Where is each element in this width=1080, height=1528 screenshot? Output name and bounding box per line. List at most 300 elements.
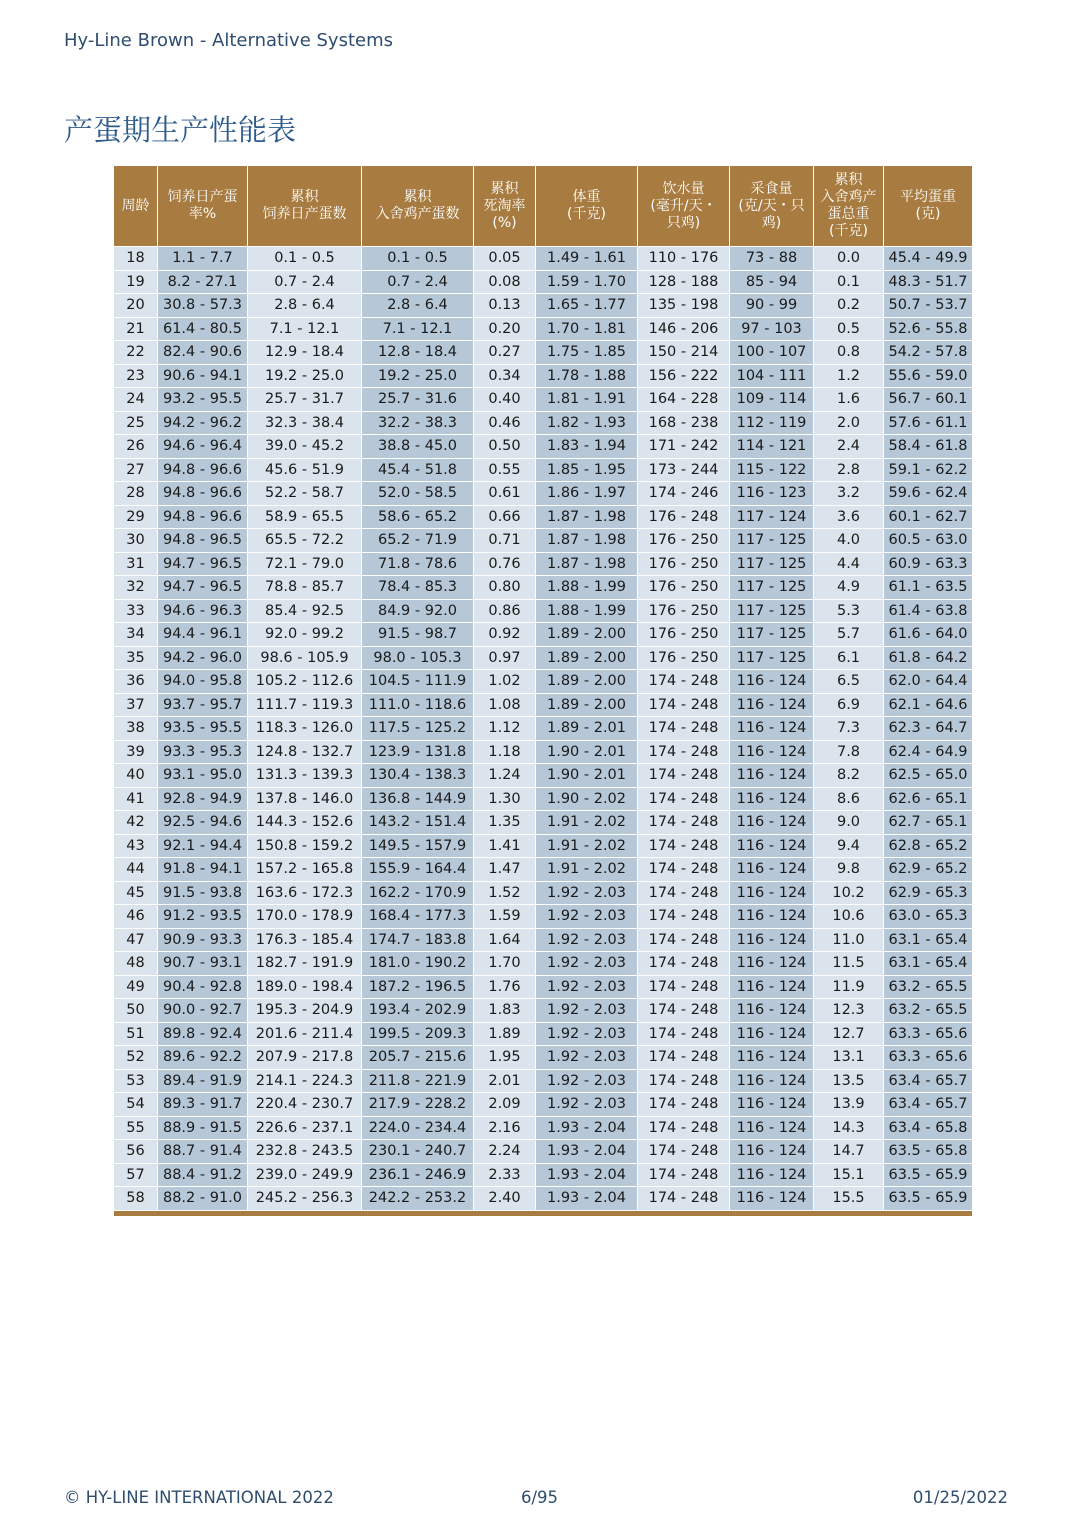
table-cell: 0.5 — [814, 318, 884, 342]
table-cell: 12.3 — [814, 999, 884, 1023]
table-cell: 14.7 — [814, 1140, 884, 1164]
table-cell: 174 - 246 — [638, 482, 730, 506]
table-cell: 1.89 — [474, 1023, 536, 1047]
table-cell: 55.6 - 59.0 — [884, 365, 972, 389]
table-cell: 174 - 248 — [638, 1046, 730, 1070]
table-cell: 124.8 - 132.7 — [248, 741, 362, 765]
table-cell: 38 — [114, 717, 158, 741]
table-row — [114, 600, 972, 624]
table-cell: 63.3 - 65.6 — [884, 1046, 972, 1070]
table-cell: 63.1 - 65.4 — [884, 929, 972, 953]
table-cell: 174 - 248 — [638, 999, 730, 1023]
table-cell: 116 - 124 — [730, 788, 814, 812]
table-cell: 1.88 - 1.99 — [536, 576, 638, 600]
table-cell: 189.0 - 198.4 — [248, 976, 362, 1000]
table-cell: 52 — [114, 1046, 158, 1070]
table-cell: 0.76 — [474, 553, 536, 577]
table-cell: 0.34 — [474, 365, 536, 389]
table-cell: 239.0 - 249.9 — [248, 1164, 362, 1188]
table-cell: 199.5 - 209.3 — [362, 1023, 474, 1047]
table-cell: 1.24 — [474, 764, 536, 788]
table-cell: 94.7 - 96.5 — [158, 576, 248, 600]
table-cell: 32 — [114, 576, 158, 600]
table-cell: 174 - 248 — [638, 764, 730, 788]
table-row — [114, 764, 972, 788]
table-row — [114, 741, 972, 765]
table-cell: 46 — [114, 905, 158, 929]
table-cell: 94.6 - 96.3 — [158, 600, 248, 624]
table-cell: 174 - 248 — [638, 811, 730, 835]
table-cell: 94.7 - 96.5 — [158, 553, 248, 577]
table-cell: 116 - 124 — [730, 952, 814, 976]
table-cell: 90.7 - 93.1 — [158, 952, 248, 976]
table-cell: 71.8 - 78.6 — [362, 553, 474, 577]
table-cell: 7.3 — [814, 717, 884, 741]
table-cell: 93.1 - 95.0 — [158, 764, 248, 788]
table-cell: 1.6 — [814, 388, 884, 412]
table-cell: 0.97 — [474, 647, 536, 671]
table-cell: 1.52 — [474, 882, 536, 906]
table-cell: 4.0 — [814, 529, 884, 553]
table-cell: 1.91 - 2.02 — [536, 811, 638, 835]
table-cell: 168 - 238 — [638, 412, 730, 436]
table-cell: 45.4 - 51.8 — [362, 459, 474, 483]
table-cell: 63.2 - 65.5 — [884, 999, 972, 1023]
table-cell: 0.61 — [474, 482, 536, 506]
table-cell: 1.35 — [474, 811, 536, 835]
table-cell: 1.87 - 1.98 — [536, 553, 638, 577]
table-cell: 116 - 124 — [730, 1070, 814, 1094]
table-cell: 174 - 248 — [638, 741, 730, 765]
table-cell: 90.6 - 94.1 — [158, 365, 248, 389]
table-cell: 19 — [114, 271, 158, 295]
table-cell: 37 — [114, 694, 158, 718]
table-cell: 220.4 - 230.7 — [248, 1093, 362, 1117]
table-cell: 94.0 - 95.8 — [158, 670, 248, 694]
table-cell: 187.2 - 196.5 — [362, 976, 474, 1000]
table-cell: 110 - 176 — [638, 247, 730, 271]
table-cell: 111.0 - 118.6 — [362, 694, 474, 718]
table-cell: 90.0 - 92.7 — [158, 999, 248, 1023]
table-cell: 2.16 — [474, 1117, 536, 1141]
table-cell: 1.93 - 2.04 — [536, 1117, 638, 1141]
table-cell: 136.8 - 144.9 — [362, 788, 474, 812]
table-cell: 1.2 — [814, 365, 884, 389]
table-cell: 0.40 — [474, 388, 536, 412]
table-row — [114, 271, 972, 295]
table-row — [114, 858, 972, 882]
table-cell: 115 - 122 — [730, 459, 814, 483]
table-cell: 1.64 — [474, 929, 536, 953]
table-cell: 62.9 - 65.3 — [884, 882, 972, 906]
table-row — [114, 1164, 972, 1188]
table-cell: 57 — [114, 1164, 158, 1188]
table-cell: 128 - 188 — [638, 271, 730, 295]
table-cell: 1.59 - 1.70 — [536, 271, 638, 295]
table-cell: 94.8 - 96.5 — [158, 529, 248, 553]
table-cell: 63.4 - 65.7 — [884, 1093, 972, 1117]
table-cell: 85 - 94 — [730, 271, 814, 295]
table-cell: 15.5 — [814, 1187, 884, 1211]
table-cell: 41 — [114, 788, 158, 812]
table-cell: 1.92 - 2.03 — [536, 1023, 638, 1047]
table-cell: 58.6 - 65.2 — [362, 506, 474, 530]
table-cell: 157.2 - 165.8 — [248, 858, 362, 882]
table-cell: 1.70 - 1.81 — [536, 318, 638, 342]
table-cell: 23 — [114, 365, 158, 389]
table-row — [114, 623, 972, 647]
table-cell: 61.4 - 63.8 — [884, 600, 972, 624]
table-cell: 1.92 - 2.03 — [536, 929, 638, 953]
table-cell: 18 — [114, 247, 158, 271]
table-cell: 8.2 — [814, 764, 884, 788]
table-cell: 1.90 - 2.02 — [536, 788, 638, 812]
table-cell: 40 — [114, 764, 158, 788]
table-cell: 242.2 - 253.2 — [362, 1187, 474, 1211]
table-cell: 104.5 - 111.9 — [362, 670, 474, 694]
table-cell: 45.4 - 49.9 — [884, 247, 972, 271]
table-cell: 174 - 248 — [638, 952, 730, 976]
table-cell: 13.9 — [814, 1093, 884, 1117]
table-cell: 2.40 — [474, 1187, 536, 1211]
table-cell: 93.3 - 95.3 — [158, 741, 248, 765]
table-cell: 201.6 - 211.4 — [248, 1023, 362, 1047]
table-cell: 63.0 - 65.3 — [884, 905, 972, 929]
table-cell: 1.90 - 2.01 — [536, 764, 638, 788]
table-cell: 1.86 - 1.97 — [536, 482, 638, 506]
table-cell: 39 — [114, 741, 158, 765]
table-cell: 33 — [114, 600, 158, 624]
table-cell: 116 - 124 — [730, 929, 814, 953]
table-cell: 117 - 125 — [730, 553, 814, 577]
table-cell: 0.7 - 2.4 — [248, 271, 362, 295]
table-cell: 174 - 248 — [638, 1093, 730, 1117]
table-cell: 2.8 - 6.4 — [362, 294, 474, 318]
table-cell: 176 - 250 — [638, 623, 730, 647]
table-cell: 1.87 - 1.98 — [536, 529, 638, 553]
table-row — [114, 952, 972, 976]
table-cell: 0.08 — [474, 271, 536, 295]
table-cell: 51 — [114, 1023, 158, 1047]
table-cell: 54.2 - 57.8 — [884, 341, 972, 365]
table-cell: 117 - 125 — [730, 647, 814, 671]
table-cell: 57.6 - 61.1 — [884, 412, 972, 436]
table-cell: 1.1 - 7.7 — [158, 247, 248, 271]
table-row — [114, 247, 972, 271]
table-cell: 48.3 - 51.7 — [884, 271, 972, 295]
table-cell: 2.09 — [474, 1093, 536, 1117]
table-cell: 62.0 - 64.4 — [884, 670, 972, 694]
document-header-title: Hy-Line Brown - Alternative Systems — [64, 30, 394, 51]
table-cell: 90.4 - 92.8 — [158, 976, 248, 1000]
table-cell: 164 - 228 — [638, 388, 730, 412]
table-cell: 149.5 - 157.9 — [362, 835, 474, 859]
table-cell: 168.4 - 177.3 — [362, 905, 474, 929]
table-cell: 38.8 - 45.0 — [362, 435, 474, 459]
table-cell: 1.08 — [474, 694, 536, 718]
column-header: 累积 入舍鸡产 蛋总重 (千克) — [814, 166, 884, 247]
table-cell: 63.3 - 65.6 — [884, 1023, 972, 1047]
table-row — [114, 482, 972, 506]
table-cell: 174 - 248 — [638, 929, 730, 953]
table-cell: 0.80 — [474, 576, 536, 600]
table-cell: 1.92 - 2.03 — [536, 905, 638, 929]
table-cell: 1.89 - 2.00 — [536, 647, 638, 671]
table-cell: 61.6 - 64.0 — [884, 623, 972, 647]
table-row — [114, 388, 972, 412]
table-cell: 94.8 - 96.6 — [158, 506, 248, 530]
table-cell: 1.49 - 1.61 — [536, 247, 638, 271]
table-cell: 1.92 - 2.03 — [536, 976, 638, 1000]
table-cell: 3.2 — [814, 482, 884, 506]
table-cell: 84.9 - 92.0 — [362, 600, 474, 624]
table-cell: 20 — [114, 294, 158, 318]
table-cell: 10.6 — [814, 905, 884, 929]
table-cell: 116 - 124 — [730, 717, 814, 741]
table-cell: 89.6 - 92.2 — [158, 1046, 248, 1070]
table-header-row — [114, 166, 972, 247]
table-cell: 29 — [114, 506, 158, 530]
table-cell: 1.92 - 2.03 — [536, 999, 638, 1023]
table-cell: 91.5 - 93.8 — [158, 882, 248, 906]
table-cell: 1.89 - 2.00 — [536, 694, 638, 718]
table-cell: 3.6 — [814, 506, 884, 530]
table-cell: 62.6 - 65.1 — [884, 788, 972, 812]
table-cell: 98.6 - 105.9 — [248, 647, 362, 671]
table-cell: 174 - 248 — [638, 858, 730, 882]
table-cell: 1.95 — [474, 1046, 536, 1070]
table-cell: 217.9 - 228.2 — [362, 1093, 474, 1117]
table-cell: 0.1 — [814, 271, 884, 295]
table-cell: 1.83 - 1.94 — [536, 435, 638, 459]
table-cell: 155.9 - 164.4 — [362, 858, 474, 882]
table-cell: 116 - 124 — [730, 670, 814, 694]
table-cell: 1.93 - 2.04 — [536, 1187, 638, 1211]
table-row — [114, 694, 972, 718]
table-cell: 48 — [114, 952, 158, 976]
table-cell: 214.1 - 224.3 — [248, 1070, 362, 1094]
table-row — [114, 1070, 972, 1094]
table-cell: 93.5 - 95.5 — [158, 717, 248, 741]
table-row — [114, 788, 972, 812]
table-cell: 116 - 124 — [730, 858, 814, 882]
table-cell: 72.1 - 79.0 — [248, 553, 362, 577]
table-cell: 137.8 - 146.0 — [248, 788, 362, 812]
table-cell: 174 - 248 — [638, 1164, 730, 1188]
table-cell: 63.5 - 65.9 — [884, 1164, 972, 1188]
table-cell: 88.4 - 91.2 — [158, 1164, 248, 1188]
table-cell: 63.5 - 65.8 — [884, 1140, 972, 1164]
table-cell: 25 — [114, 412, 158, 436]
table-cell: 1.92 - 2.03 — [536, 1046, 638, 1070]
column-header: 周龄 — [114, 166, 158, 247]
table-cell: 0.66 — [474, 506, 536, 530]
table-cell: 171 - 242 — [638, 435, 730, 459]
table-cell: 1.89 - 2.01 — [536, 717, 638, 741]
table-cell: 1.92 - 2.03 — [536, 882, 638, 906]
table-cell: 62.4 - 64.9 — [884, 741, 972, 765]
table-cell: 9.0 — [814, 811, 884, 835]
table-row — [114, 976, 972, 1000]
table-cell: 116 - 124 — [730, 999, 814, 1023]
table-cell: 59.6 - 62.4 — [884, 482, 972, 506]
table-cell: 116 - 124 — [730, 976, 814, 1000]
table-cell: 91.2 - 93.5 — [158, 905, 248, 929]
table-cell: 118.3 - 126.0 — [248, 717, 362, 741]
table-cell: 62.7 - 65.1 — [884, 811, 972, 835]
table-cell: 1.92 - 2.03 — [536, 1093, 638, 1117]
table-cell: 176.3 - 185.4 — [248, 929, 362, 953]
table-cell: 211.8 - 221.9 — [362, 1070, 474, 1094]
table-cell: 92.1 - 94.4 — [158, 835, 248, 859]
table-cell: 65.5 - 72.2 — [248, 529, 362, 553]
table-cell: 174 - 248 — [638, 1023, 730, 1047]
table-cell: 150 - 214 — [638, 341, 730, 365]
table-cell: 89.4 - 91.9 — [158, 1070, 248, 1094]
table-cell: 181.0 - 190.2 — [362, 952, 474, 976]
table-cell: 85.4 - 92.5 — [248, 600, 362, 624]
table-row — [114, 717, 972, 741]
table-cell: 176 - 250 — [638, 553, 730, 577]
table-cell: 98.0 - 105.3 — [362, 647, 474, 671]
table-cell: 1.89 - 2.00 — [536, 670, 638, 694]
table-cell: 0.46 — [474, 412, 536, 436]
table-row — [114, 341, 972, 365]
table-cell: 52.2 - 58.7 — [248, 482, 362, 506]
table-cell: 50 — [114, 999, 158, 1023]
table-cell: 1.76 — [474, 976, 536, 1000]
table-cell: 1.87 - 1.98 — [536, 506, 638, 530]
table-cell: 111.7 - 119.3 — [248, 694, 362, 718]
table-cell: 88.9 - 91.5 — [158, 1117, 248, 1141]
column-header: 采食量 (克/天・只 鸡) — [730, 166, 814, 247]
table-cell: 90.9 - 93.3 — [158, 929, 248, 953]
table-cell: 89.8 - 92.4 — [158, 1023, 248, 1047]
table-cell: 0.7 - 2.4 — [362, 271, 474, 295]
table-cell: 1.81 - 1.91 — [536, 388, 638, 412]
table-cell: 245.2 - 256.3 — [248, 1187, 362, 1211]
table-cell: 1.12 — [474, 717, 536, 741]
table-cell: 7.8 — [814, 741, 884, 765]
table-row — [114, 412, 972, 436]
table-cell: 116 - 124 — [730, 835, 814, 859]
table-cell: 61.1 - 63.5 — [884, 576, 972, 600]
table-cell: 1.93 - 2.04 — [536, 1140, 638, 1164]
table-cell: 1.83 — [474, 999, 536, 1023]
table-row — [114, 1046, 972, 1070]
table-cell: 163.6 - 172.3 — [248, 882, 362, 906]
table-cell: 176 - 250 — [638, 647, 730, 671]
table-cell: 54 — [114, 1093, 158, 1117]
table-cell: 105.2 - 112.6 — [248, 670, 362, 694]
table-cell: 6.5 — [814, 670, 884, 694]
table-cell: 230.1 - 240.7 — [362, 1140, 474, 1164]
table-cell: 2.33 — [474, 1164, 536, 1188]
table-cell: 28 — [114, 482, 158, 506]
table-cell: 7.1 - 12.1 — [362, 318, 474, 342]
table-cell: 2.8 — [814, 459, 884, 483]
performance-table — [114, 166, 972, 1216]
table-cell: 131.3 - 139.3 — [248, 764, 362, 788]
table-cell: 30.8 - 57.3 — [158, 294, 248, 318]
table-cell: 174 - 248 — [638, 1070, 730, 1094]
table-cell: 130.4 - 138.3 — [362, 764, 474, 788]
table-cell: 1.85 - 1.95 — [536, 459, 638, 483]
table-cell: 62.8 - 65.2 — [884, 835, 972, 859]
table-cell: 91.5 - 98.7 — [362, 623, 474, 647]
table-row — [114, 435, 972, 459]
table-cell: 31 — [114, 553, 158, 577]
table-cell: 182.7 - 191.9 — [248, 952, 362, 976]
table-cell: 45.6 - 51.9 — [248, 459, 362, 483]
table-cell: 62.9 - 65.2 — [884, 858, 972, 882]
table-cell: 8.6 — [814, 788, 884, 812]
table-cell: 15.1 — [814, 1164, 884, 1188]
table-cell: 116 - 124 — [730, 1046, 814, 1070]
table-cell: 39.0 - 45.2 — [248, 435, 362, 459]
table-cell: 1.47 — [474, 858, 536, 882]
table-cell: 7.1 - 12.1 — [248, 318, 362, 342]
table-cell: 24 — [114, 388, 158, 412]
table-cell: 195.3 - 204.9 — [248, 999, 362, 1023]
table-cell: 1.91 - 2.02 — [536, 835, 638, 859]
table-cell: 63.2 - 65.5 — [884, 976, 972, 1000]
table-cell: 104 - 111 — [730, 365, 814, 389]
table-cell: 0.05 — [474, 247, 536, 271]
table-cell: 116 - 124 — [730, 1023, 814, 1047]
table-cell: 116 - 124 — [730, 1093, 814, 1117]
table-cell: 92.5 - 94.6 — [158, 811, 248, 835]
table-cell: 94.4 - 96.1 — [158, 623, 248, 647]
table-cell: 174 - 248 — [638, 1140, 730, 1164]
table-cell: 116 - 124 — [730, 1164, 814, 1188]
table-cell: 19.2 - 25.0 — [362, 365, 474, 389]
table-cell: 232.8 - 243.5 — [248, 1140, 362, 1164]
table-cell: 0.50 — [474, 435, 536, 459]
table-cell: 144.3 - 152.6 — [248, 811, 362, 835]
table-cell: 174 - 248 — [638, 670, 730, 694]
table-cell: 4.4 — [814, 553, 884, 577]
table-cell: 35 — [114, 647, 158, 671]
table-cell: 30 — [114, 529, 158, 553]
table-row — [114, 1187, 972, 1211]
table-cell: 94.6 - 96.4 — [158, 435, 248, 459]
table-cell: 26 — [114, 435, 158, 459]
table-cell: 0.20 — [474, 318, 536, 342]
table-cell: 207.9 - 217.8 — [248, 1046, 362, 1070]
table-cell: 62.1 - 64.6 — [884, 694, 972, 718]
table-cell: 1.59 — [474, 905, 536, 929]
table-cell: 63.4 - 65.7 — [884, 1070, 972, 1094]
table-cell: 224.0 - 234.4 — [362, 1117, 474, 1141]
table-cell: 91.8 - 94.1 — [158, 858, 248, 882]
table-cell: 116 - 124 — [730, 1187, 814, 1211]
table-cell: 2.01 — [474, 1070, 536, 1094]
table-cell: 0.0 — [814, 247, 884, 271]
table-cell: 32.2 - 38.3 — [362, 412, 474, 436]
table-cell: 146 - 206 — [638, 318, 730, 342]
table-cell: 1.02 — [474, 670, 536, 694]
table-cell: 42 — [114, 811, 158, 835]
table-cell: 162.2 - 170.9 — [362, 882, 474, 906]
table-cell: 2.24 — [474, 1140, 536, 1164]
table-cell: 6.1 — [814, 647, 884, 671]
table-cell: 63.4 - 65.8 — [884, 1117, 972, 1141]
table-cell: 60.5 - 63.0 — [884, 529, 972, 553]
table-cell: 14.3 — [814, 1117, 884, 1141]
table-row — [114, 905, 972, 929]
table-cell: 44 — [114, 858, 158, 882]
